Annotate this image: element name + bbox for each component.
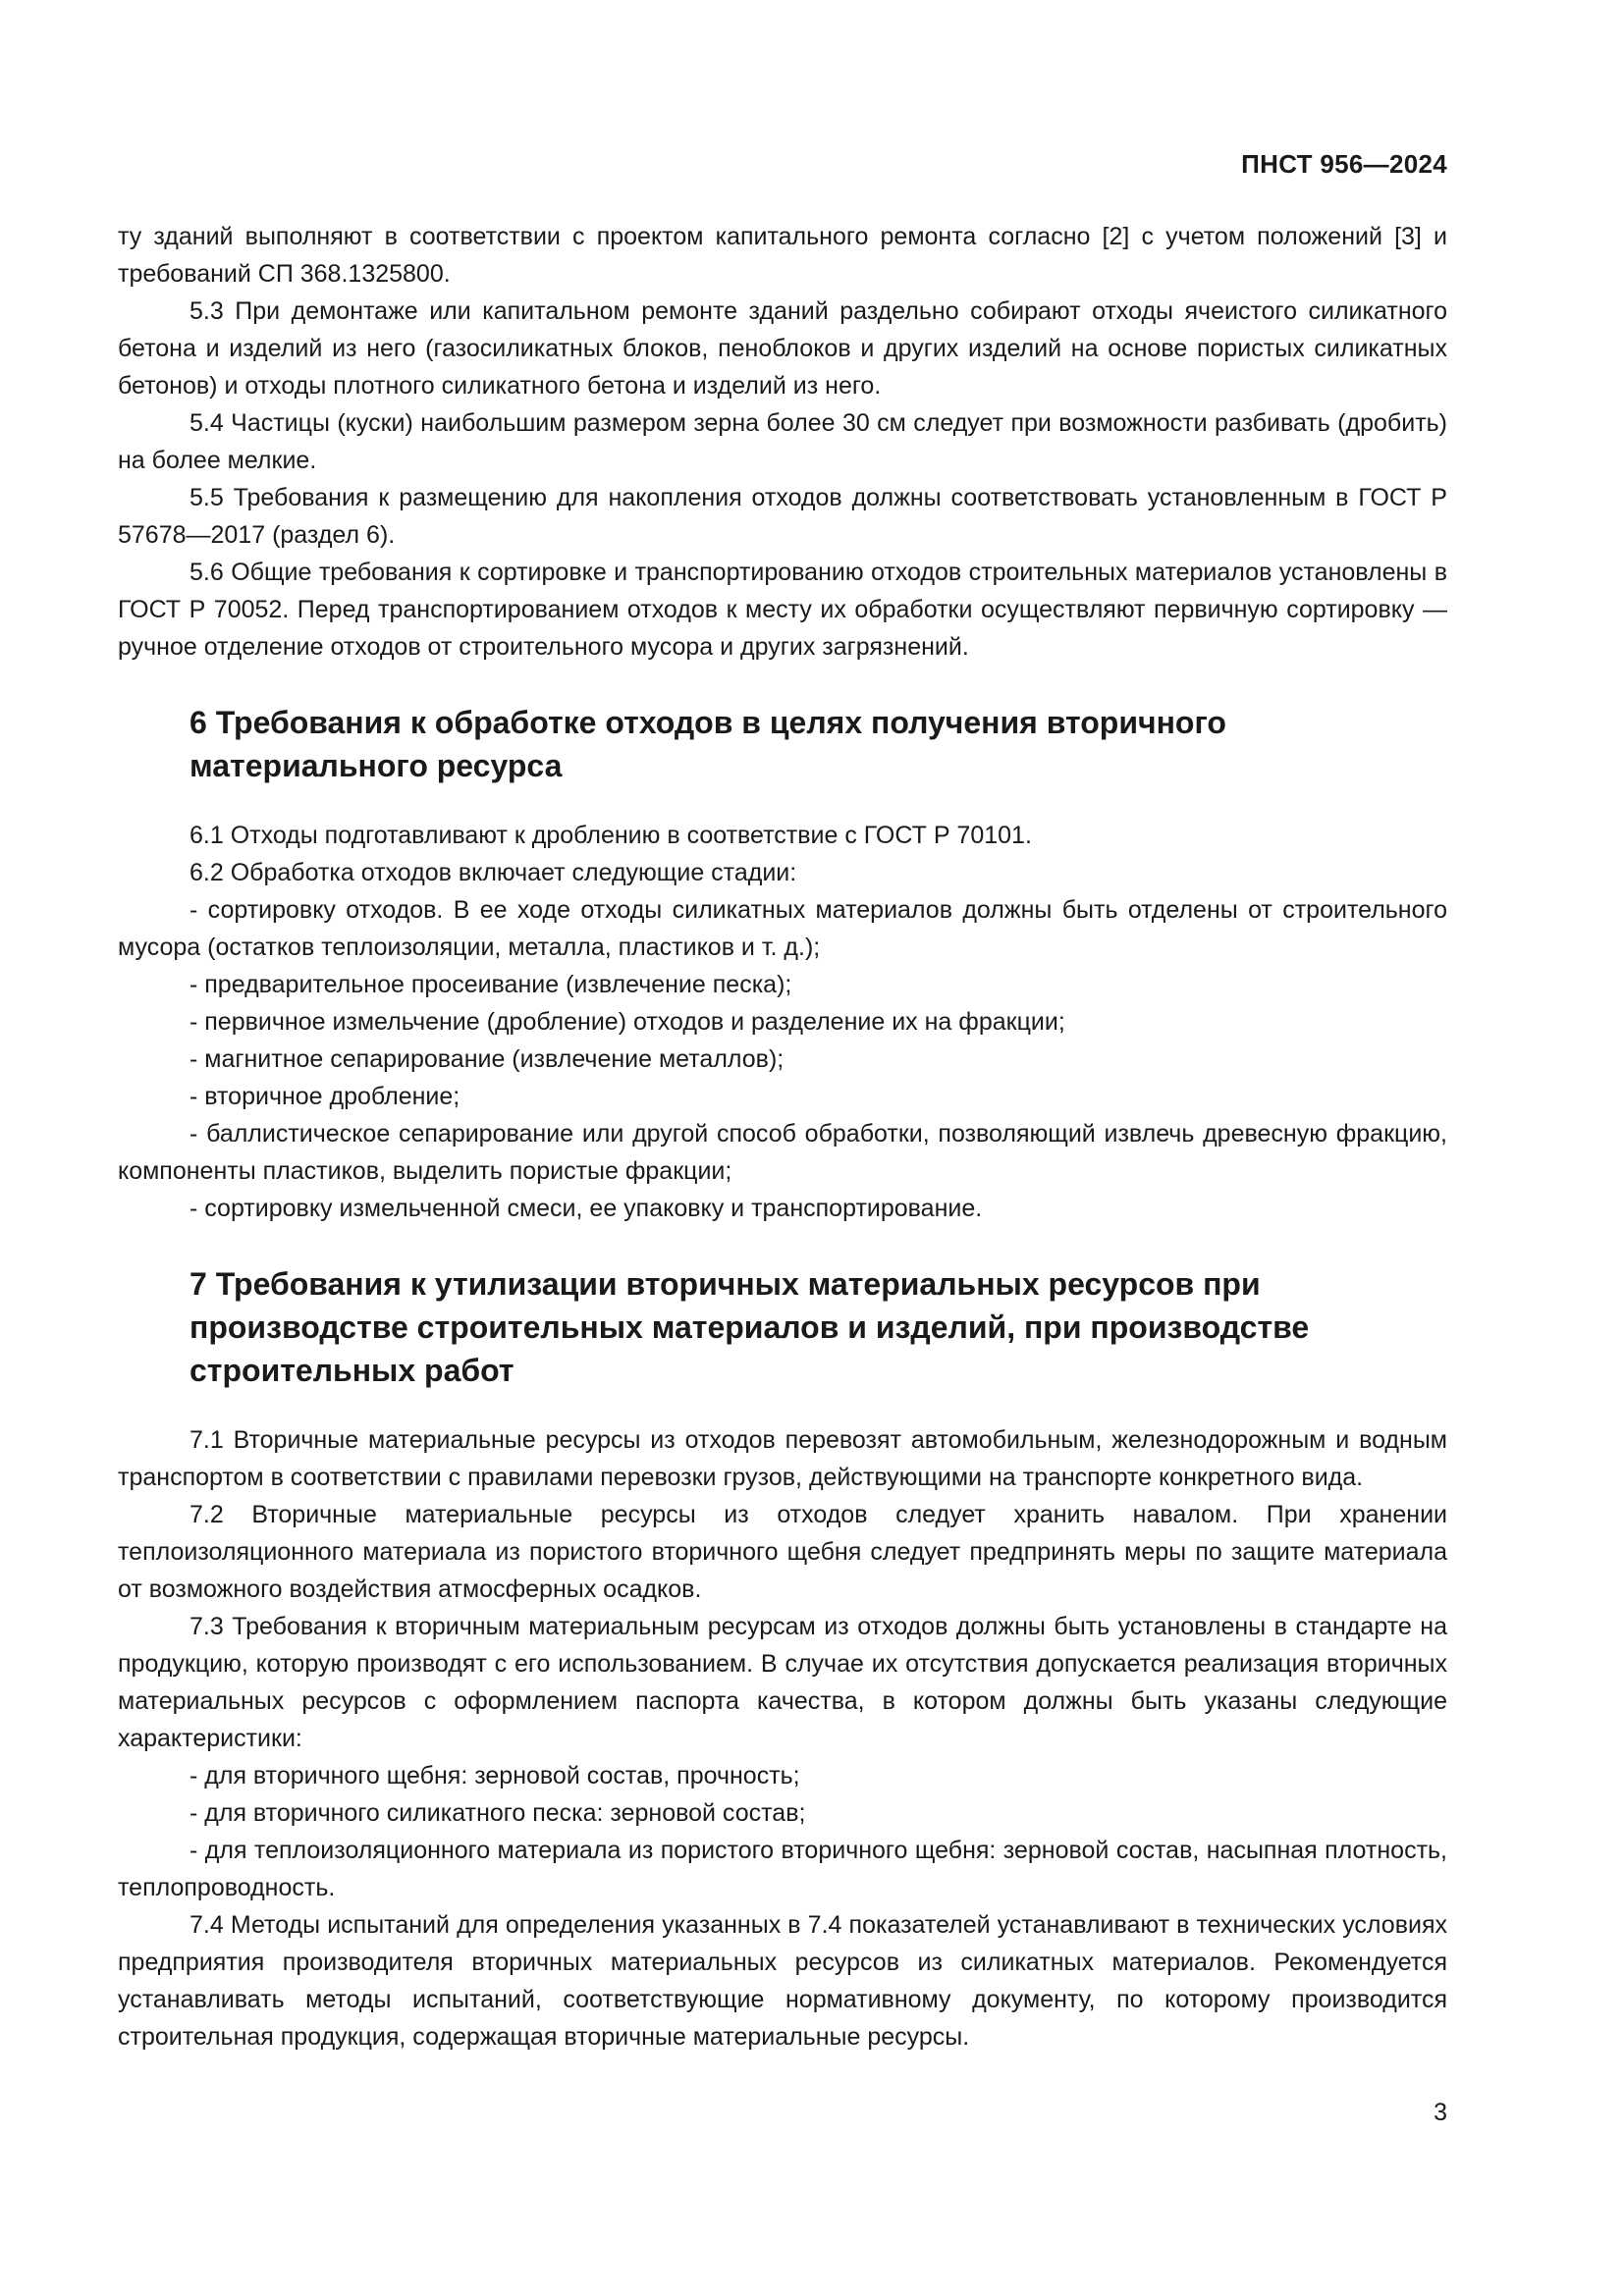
list-item: - магнитное сепарирование (извлечение металлов); bbox=[189, 1045, 785, 1073]
paragraph-7-4: 7.4 Методы испытаний для определения указанных в 7.4 показателей устанавливают в технических условиях предприятия производителя вторичных материальных ресурсов из силикатных материалов. Рекомендуется устанавливать методы испытаний, соответствующие нормативному документу, по которому производится строительная продукция, содержащая вторичные материальные ресурсы. bbox=[118, 1911, 1447, 2051]
paragraph-5-2-continuation: ту зданий выполняют в соответствии с проектом капитального ремонта согласно [2] с учетом положений [3] и требований СП 368.1325800. bbox=[118, 223, 1447, 288]
paragraph-5-3: 5.3 При демонтаже или капитальном ремонте зданий раздельно собирают отходы ячеистого силикатного бетона и изделий из него (газосиликатных блоков, пеноблоков и других изделий на основе пористых силикатных бетонов) и отходы плотного силикатного бетона и изделий из него. bbox=[118, 297, 1447, 400]
list-item: - баллистическое сепарирование или другой способ обработки, позволяющий извлечь древесную фракцию, компоненты пластиков, выделить пористые фракции; bbox=[118, 1120, 1447, 1185]
list-item: - предварительное просеивание (извлечение песка); bbox=[189, 971, 792, 998]
list-item: - первичное измельчение (дробление) отходов и разделение их на фракции; bbox=[189, 1008, 1065, 1036]
paragraph-7-2: 7.2 Вторичные материальные ресурсы из отходов следует хранить навалом. При хранении теплоизоляционного материала из пористого вторичного щебня следует предпринять меры по защите материала от возможного воздействия атмосферных осадков. bbox=[118, 1501, 1447, 1603]
section-6-heading: 6 Требования к обработке отходов в целях получения вторичного материального ресурса bbox=[189, 705, 1226, 783]
list-item: - для вторичного силикатного песка: зерновой состав; bbox=[189, 1799, 806, 1827]
list-item: - сортировку отходов. В ее ходе отходы силикатных материалов должны быть отделены от строительного мусора (остатков теплоизоляции, металла, пластиков и т. д.); bbox=[118, 896, 1447, 961]
paragraph-5-6: 5.6 Общие требования к сортировке и транспортированию отходов строительных материалов установлены в ГОСТ Р 70052. Перед транспортированием отходов к месту их обработки осуществляют первичную сортировку — ручное отделение отходов от строительного мусора и других загрязнений. bbox=[118, 559, 1447, 661]
paragraph-7-1: 7.1 Вторичные материальные ресурсы из отходов перевозят автомобильным, железнодорожным и водным транспортом в соответствии с правилами перевозки грузов, действующими на транспорте конкретного вида. bbox=[118, 1426, 1447, 1491]
paragraph-6-1: 6.1 Отходы подготавливают к дроблению в соответствие с ГОСТ Р 70101. bbox=[189, 822, 1032, 849]
list-item: - для вторичного щебня: зерновой состав, прочность; bbox=[189, 1762, 800, 1789]
document-id: ПНСТ 956—2024 bbox=[1241, 149, 1447, 179]
list-item: - вторичное дробление; bbox=[189, 1083, 460, 1110]
paragraph-7-3: 7.3 Требования к вторичным материальным ресурсам из отходов должны быть установлены в стандарте на продукцию, которую производят с его использованием. В случае их отсутствия допускается реализация вторичных материальных ресурсов с оформлением паспорта качества, в котором должны быть указаны следующие характеристики: bbox=[118, 1613, 1447, 1752]
list-item: - для теплоизоляционного материала из пористого вторичного щебня: зерновой состав, насыпная плотность, теплопроводность. bbox=[118, 1837, 1447, 1901]
page-content bbox=[118, 218, 1447, 2056]
paragraph-5-4: 5.4 Частицы (куски) наибольшим размером зерна более 30 см следует при возможности разбивать (дробить) на более мелкие. bbox=[118, 409, 1447, 474]
section-7-heading: 7 Требования к утилизации вторичных материальных ресурсов при производстве строительных материалов и изделий, при производстве строительных работ bbox=[189, 1266, 1310, 1388]
paragraph-6-2: 6.2 Обработка отходов включает следующие стадии: bbox=[189, 859, 797, 886]
paragraph-5-5: 5.5 Требования к размещению для накопления отходов должны соответствовать установленным в ГОСТ Р 57678—2017 (раздел 6). bbox=[118, 484, 1447, 549]
page-number: 3 bbox=[1434, 2099, 1447, 2126]
list-item: - сортировку измельченной смеси, ее упаковку и транспортирование. bbox=[189, 1195, 983, 1222]
